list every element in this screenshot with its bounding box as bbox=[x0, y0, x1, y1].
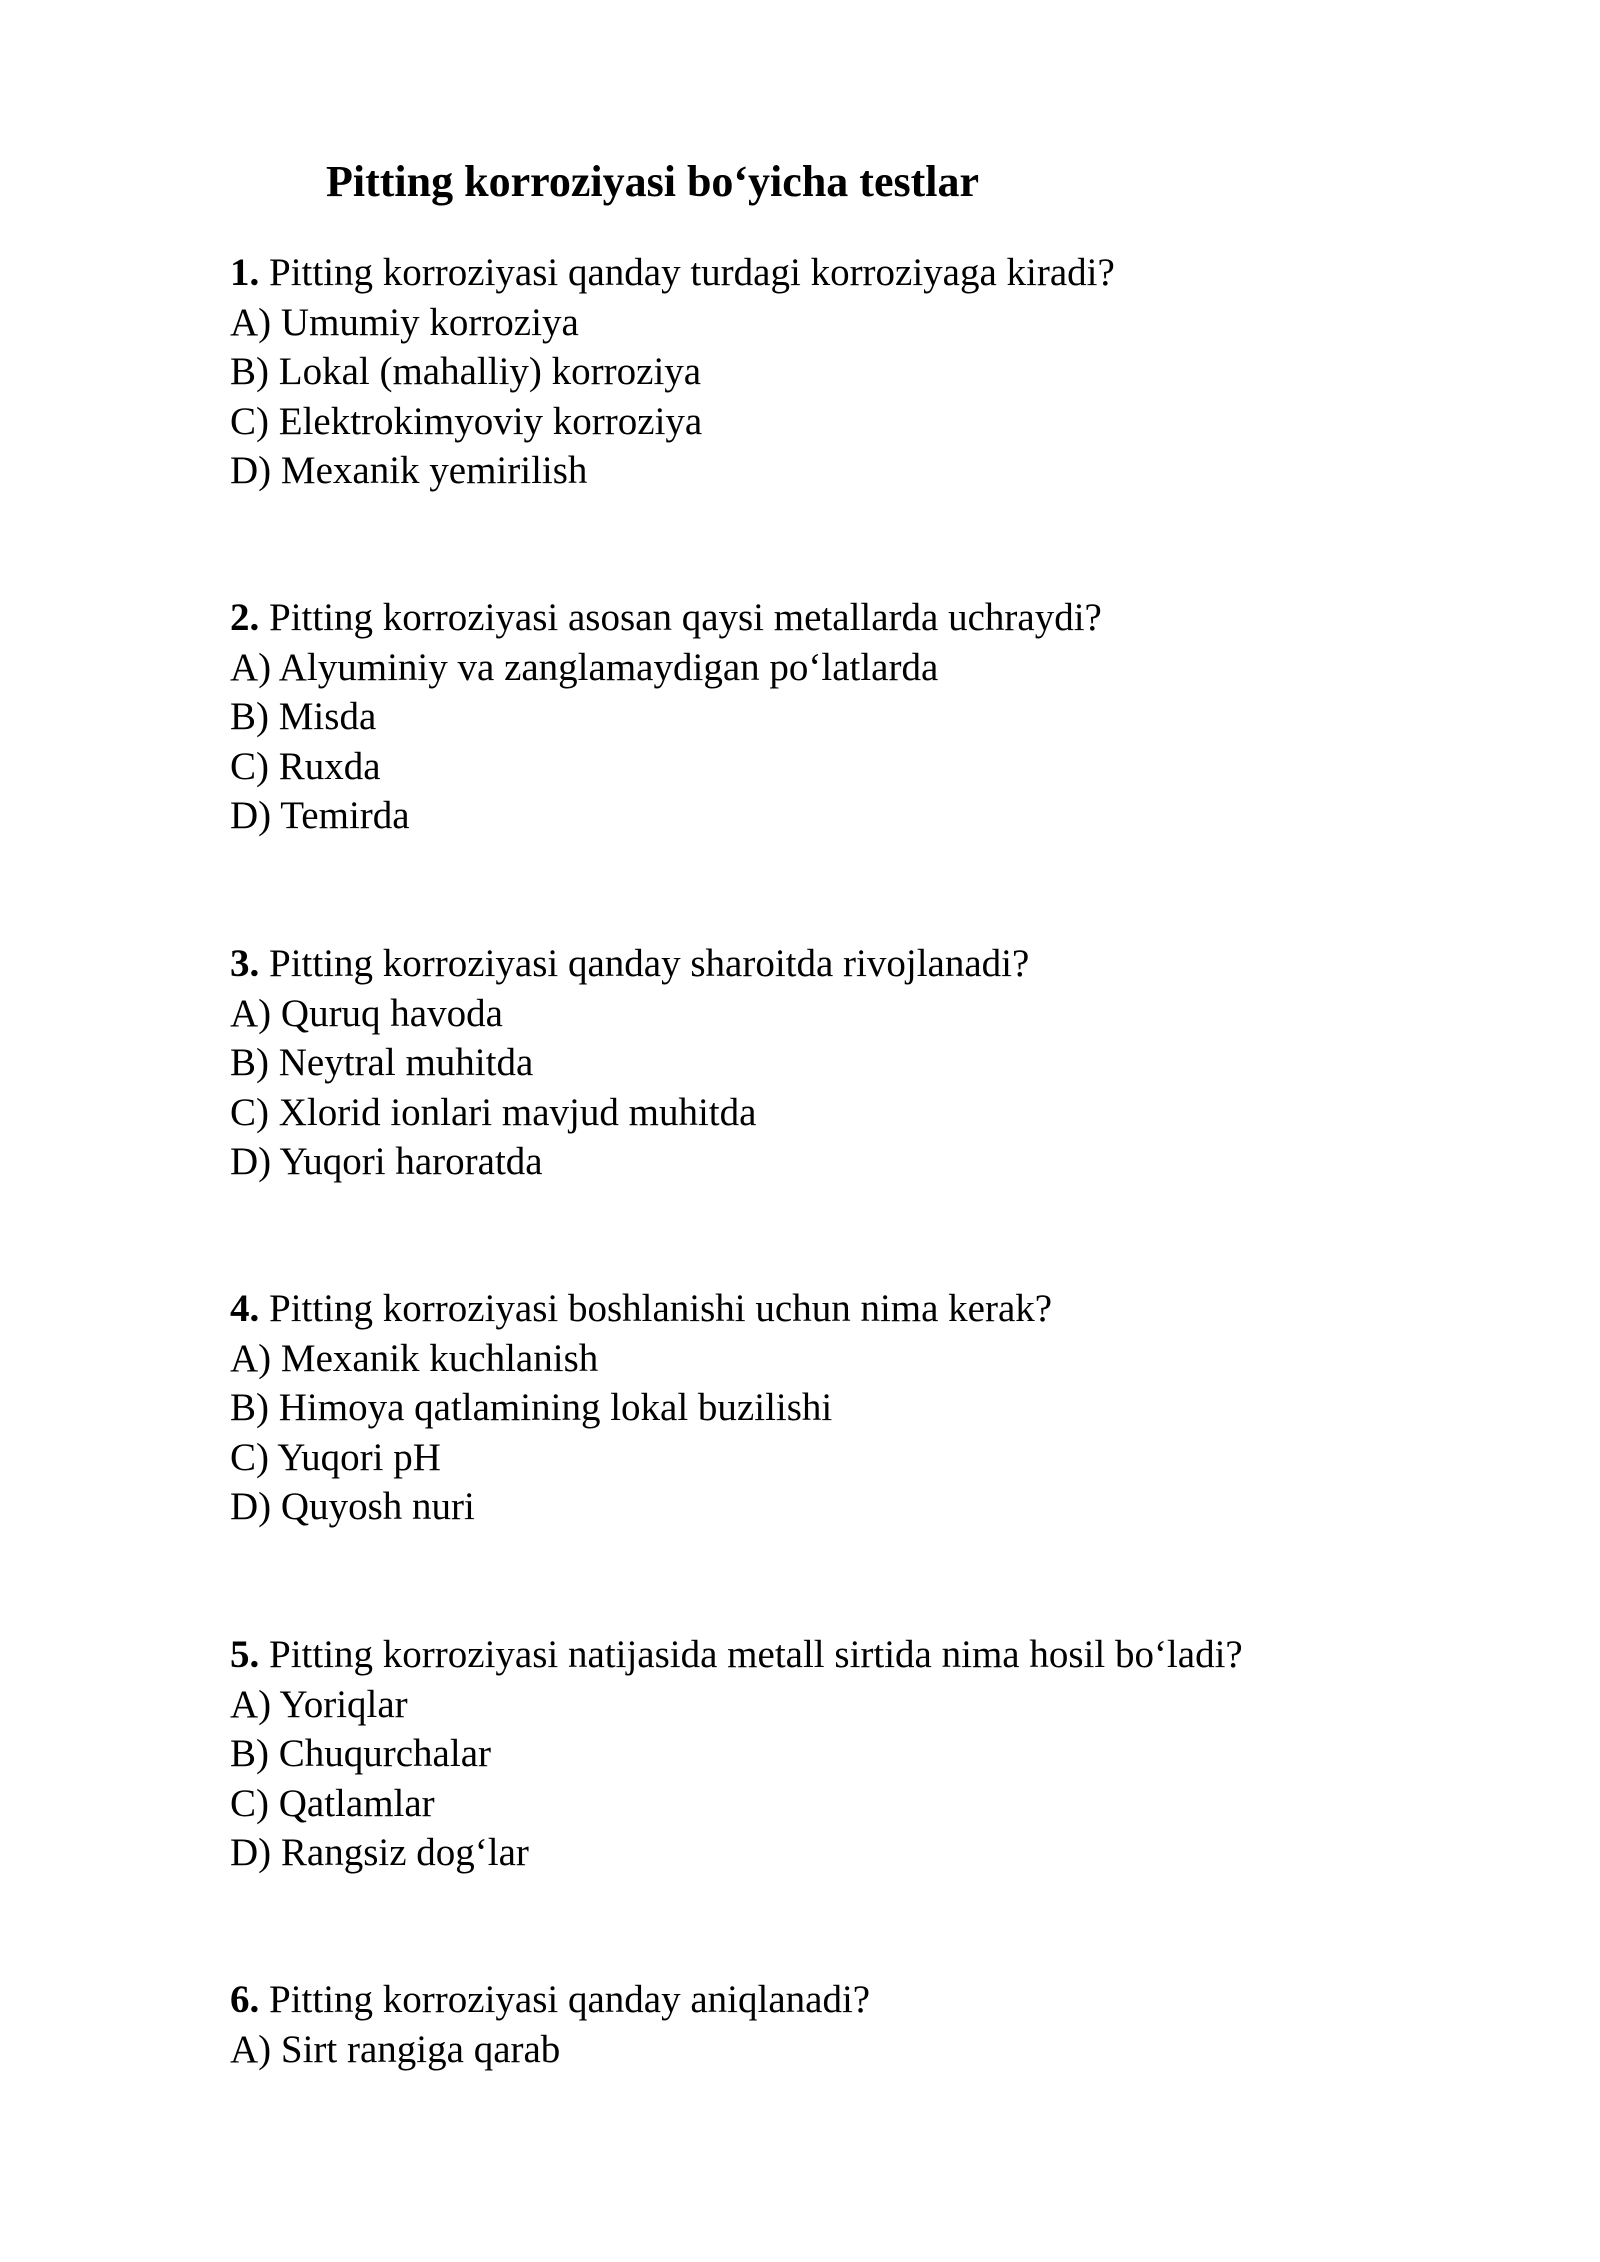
answer-option: D) Rangsiz dog‘lar bbox=[230, 1831, 529, 1874]
question-prompt: Pitting korroziyasi qanday aniqlanadi? bbox=[259, 1978, 871, 2021]
question-number: 4. bbox=[230, 1287, 260, 1330]
question-prompt: Pitting korroziyasi asosan qaysi metallarda uchraydi? bbox=[259, 596, 1102, 639]
answer-option: A) Sirt rangiga qarab bbox=[230, 2027, 561, 2071]
answer-option: D) Temirda bbox=[230, 794, 410, 837]
answer-option: C) Xlorid ionlari mavjud muhitda bbox=[230, 1090, 757, 1134]
answer-option: C) Qatlamlar bbox=[230, 1781, 435, 1825]
answer-option: B) Himoya qatlamining lokal buzilishi bbox=[230, 1386, 833, 1429]
question-text bbox=[230, 248, 1115, 298]
question-number: 2. bbox=[230, 596, 260, 639]
question-text bbox=[230, 1284, 1052, 1334]
answer-option: B) Chuqurchalar bbox=[230, 1732, 492, 1775]
document-title: Pitting korroziyasi bo‘yicha testlar bbox=[326, 157, 979, 206]
answer-option: B) Lokal (mahalliy) korroziya bbox=[230, 350, 702, 393]
answer-option: B) Misda bbox=[230, 695, 377, 738]
question-number: 3. bbox=[230, 942, 260, 985]
question-number: 1. bbox=[230, 251, 260, 294]
answer-option: A) Quruq havoda bbox=[230, 991, 503, 1035]
question-6 bbox=[230, 1975, 870, 2074]
answer-option: D) Mexanik yemirilish bbox=[230, 449, 588, 492]
answer-option: C) Yuqori pH bbox=[230, 1435, 441, 1479]
answer-option: A) Umumiy korroziya bbox=[230, 300, 579, 344]
question-3 bbox=[230, 939, 1029, 1187]
question-prompt: Pitting korroziyasi qanday sharoitda rivojlanadi? bbox=[259, 942, 1030, 985]
question-2 bbox=[230, 593, 1102, 841]
question-text bbox=[230, 593, 1102, 643]
question-text bbox=[230, 1975, 870, 2025]
question-prompt: Pitting korroziyasi qanday turdagi korroziyaga kiradi? bbox=[259, 251, 1115, 294]
question-1 bbox=[230, 248, 1115, 496]
answer-option: D) Yuqori haroratda bbox=[230, 1140, 543, 1183]
answer-option: A) Mexanik kuchlanish bbox=[230, 1336, 599, 1380]
answer-option: B) Neytral muhitda bbox=[230, 1041, 534, 1084]
answer-option: C) Elektrokimyoviy korroziya bbox=[230, 399, 703, 443]
answer-option: A) Yoriqlar bbox=[230, 1682, 408, 1726]
answer-option: A) Alyuminiy va zanglamaydigan po‘latlarda bbox=[230, 645, 939, 689]
answer-option: C) Ruxda bbox=[230, 744, 381, 788]
answer-option: D) Quyosh nuri bbox=[230, 1485, 475, 1528]
question-number: 5. bbox=[230, 1633, 260, 1676]
question-number: 6. bbox=[230, 1978, 260, 2021]
question-4 bbox=[230, 1284, 1052, 1532]
question-text bbox=[230, 939, 1029, 989]
question-text bbox=[230, 1630, 1243, 1680]
question-prompt: Pitting korroziyasi natijasida metall sirtida nima hosil bo‘ladi? bbox=[259, 1633, 1243, 1676]
question-5 bbox=[230, 1630, 1243, 1878]
question-prompt: Pitting korroziyasi boshlanishi uchun nima kerak? bbox=[259, 1287, 1053, 1330]
